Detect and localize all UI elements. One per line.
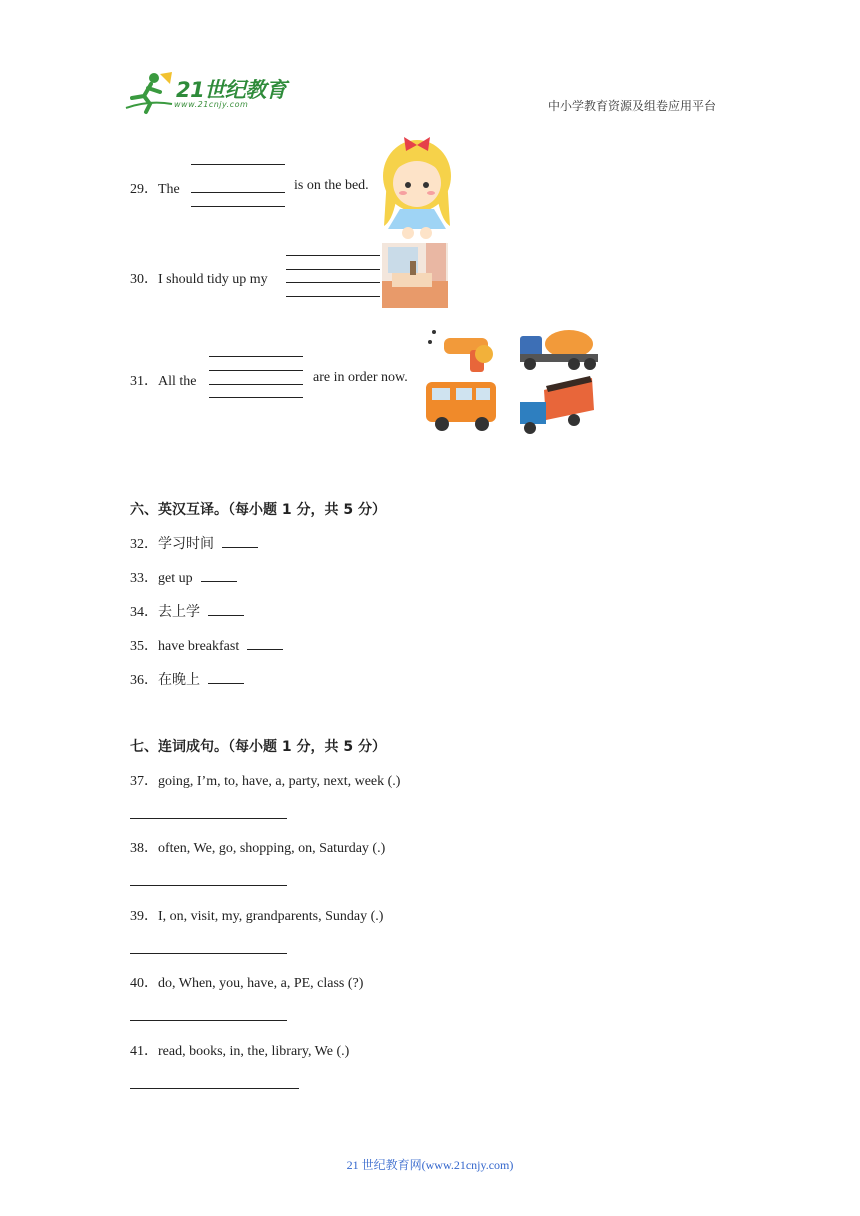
answer-line[interactable]	[286, 269, 380, 270]
question-text: read, books, in, the, library, We (.)	[158, 1044, 350, 1059]
question-29	[130, 178, 180, 198]
bedroom-icon	[382, 243, 448, 308]
answer-line[interactable]	[209, 397, 303, 398]
question-text-after: are in order now.	[313, 370, 408, 385]
list-item	[130, 601, 244, 621]
question-number: 33．	[130, 571, 158, 586]
list-item	[130, 837, 385, 857]
question-text: 学习时间	[158, 536, 214, 552]
question-number: 32．	[130, 537, 158, 552]
answer-line[interactable]	[191, 164, 285, 165]
question-text: get up	[158, 571, 193, 586]
question-text-before: I should tidy up my	[158, 272, 268, 287]
cement-truck-icon	[520, 330, 598, 370]
answer-line[interactable]	[191, 206, 285, 207]
answer-line[interactable]	[286, 296, 380, 297]
list-item	[130, 770, 400, 790]
list-item	[130, 905, 383, 925]
section-6-title: 六、英汉互译。（每小题 1 分，共 5 分）	[130, 502, 386, 518]
answer-line[interactable]	[130, 818, 287, 819]
question-text-before: The	[158, 182, 180, 197]
question-text: often, We, go, shopping, on, Saturday (.)	[158, 841, 386, 856]
question-text: 在晚上	[158, 672, 200, 688]
question-number: 40．	[130, 976, 158, 991]
question-text-after: is on the bed.	[294, 178, 369, 193]
answer-blank[interactable]	[208, 605, 244, 616]
answer-line[interactable]	[130, 953, 287, 954]
question-31	[130, 370, 197, 390]
footer-text[interactable]: 21 世纪教育网(www.21cnjy.com)	[346, 1158, 514, 1172]
question-text: do, When, you, have, a, PE, class (?)	[158, 976, 364, 991]
answer-line[interactable]	[130, 885, 287, 886]
list-item	[130, 1040, 349, 1060]
answer-line[interactable]	[286, 282, 380, 283]
list-item	[130, 533, 258, 553]
question-number: 41．	[130, 1044, 158, 1059]
logo-text: 21世纪教育	[176, 78, 287, 102]
question-text-before: All the	[158, 374, 197, 389]
question-number: 39．	[130, 909, 158, 924]
question-number: 38．	[130, 841, 158, 856]
water-gun-icon	[428, 330, 493, 372]
list-item	[130, 635, 283, 655]
question-number: 29．	[130, 182, 158, 197]
answer-line[interactable]	[130, 1088, 299, 1089]
logo-subtitle: www.21cnjy.com	[174, 100, 249, 109]
section-7-title: 七、连词成句。（每小题 1 分，共 5 分）	[130, 739, 386, 755]
doll-icon	[374, 131, 460, 241]
site-logo	[124, 70, 294, 115]
question-number: 36．	[130, 673, 158, 688]
question-text: have breakfast	[158, 639, 240, 654]
question-text: I, on, visit, my, grandparents, Sunday (.)	[158, 909, 384, 924]
question-number: 37．	[130, 774, 158, 789]
header-platform-text: 中小学教育资源及组卷应用平台	[548, 99, 717, 113]
answer-blank[interactable]	[247, 639, 283, 650]
answer-blank[interactable]	[208, 673, 244, 684]
answer-blank[interactable]	[201, 571, 237, 582]
answer-line[interactable]	[209, 356, 303, 357]
answer-line[interactable]	[130, 1020, 287, 1021]
dump-truck-icon	[520, 376, 594, 434]
question-number: 30．	[130, 272, 158, 287]
list-item	[130, 567, 237, 587]
question-30	[130, 268, 268, 288]
question-number: 31．	[130, 374, 158, 389]
runner-logo-icon	[124, 70, 174, 115]
answer-line[interactable]	[286, 255, 380, 256]
answer-blank[interactable]	[222, 537, 258, 548]
answer-line[interactable]	[191, 192, 285, 193]
answer-line[interactable]	[209, 384, 303, 385]
question-number: 35．	[130, 639, 158, 654]
list-item	[130, 972, 363, 992]
van-icon	[426, 382, 496, 431]
list-item	[130, 669, 244, 689]
toys-icon	[424, 320, 604, 436]
question-text: 去上学	[158, 604, 200, 620]
answer-line[interactable]	[209, 370, 303, 371]
question-number: 34．	[130, 605, 158, 620]
question-text: going, I’m, to, have, a, party, next, week (.)	[158, 774, 401, 789]
